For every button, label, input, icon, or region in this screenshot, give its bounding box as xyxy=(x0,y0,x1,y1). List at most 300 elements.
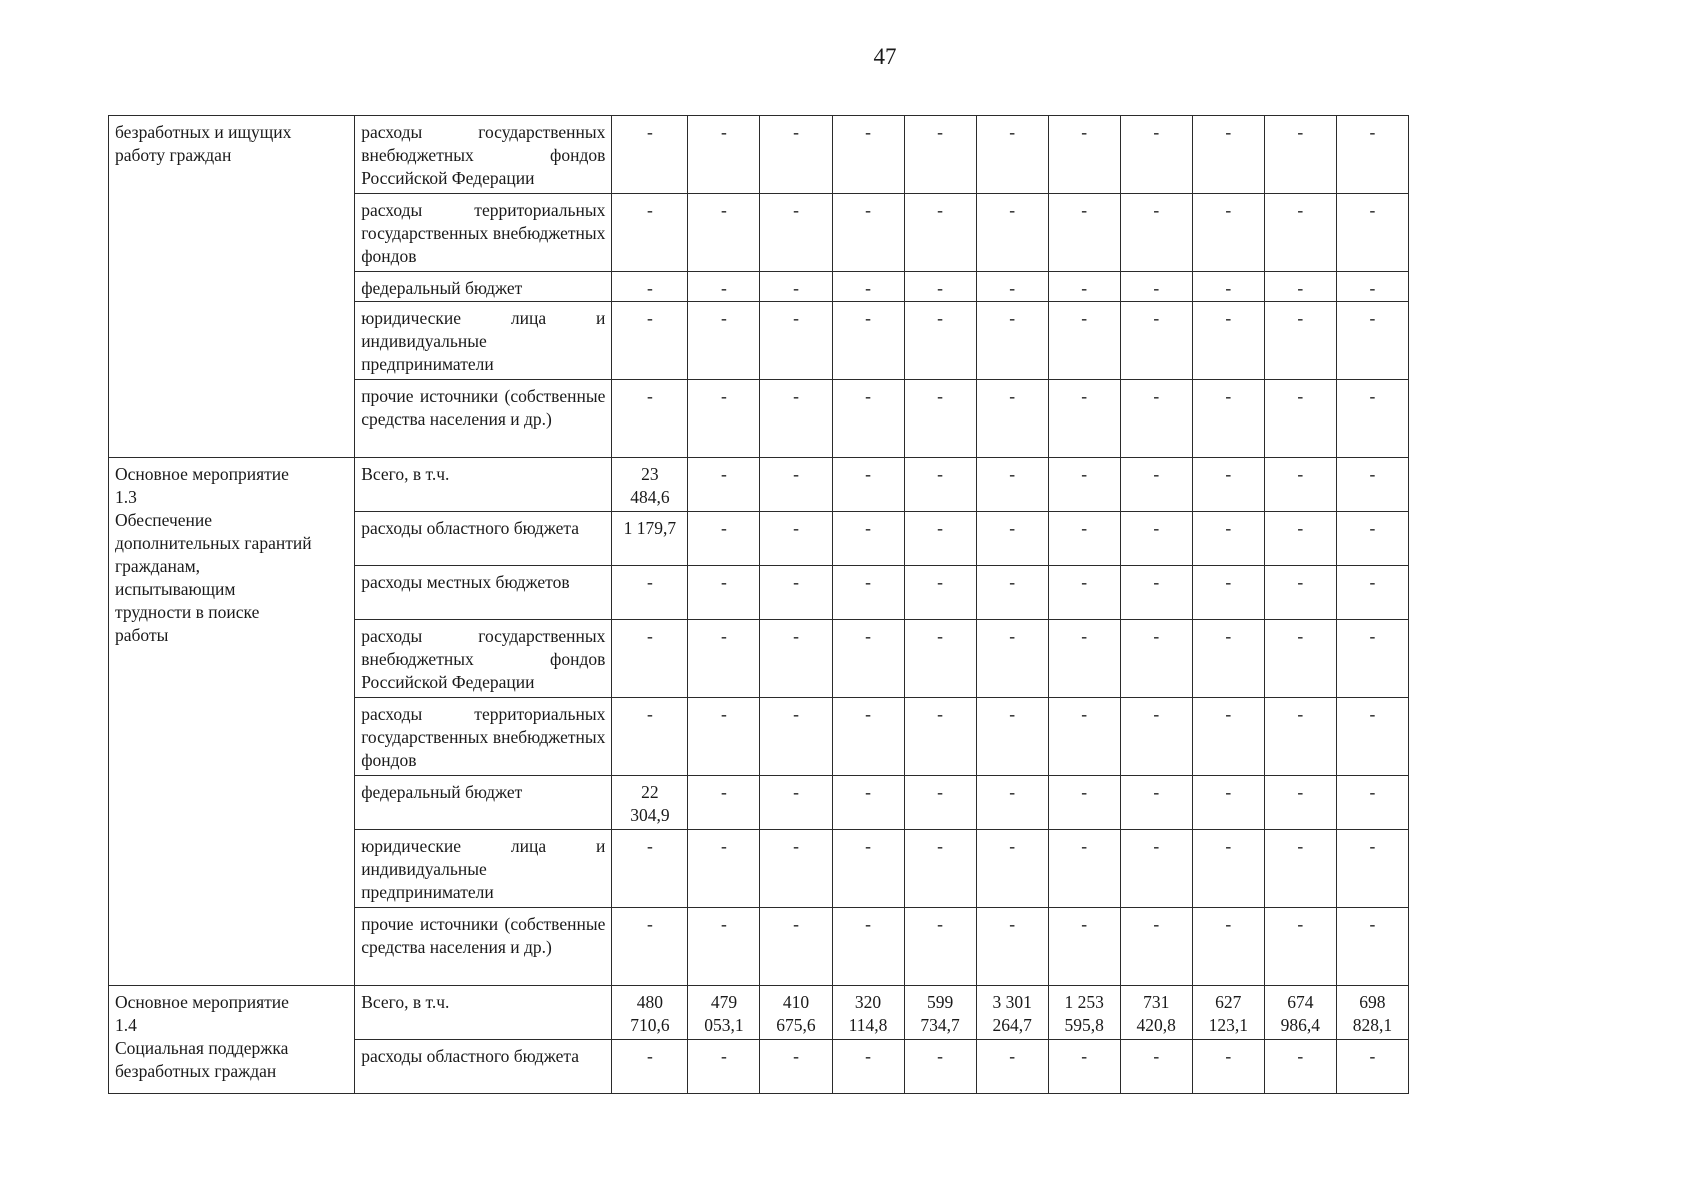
value-text: 627 xyxy=(1215,992,1242,1012)
value-cell xyxy=(1264,380,1336,458)
value-text: - xyxy=(1081,836,1088,856)
value-text: - xyxy=(646,914,653,934)
value-text: - xyxy=(1369,518,1376,538)
value-text: - xyxy=(721,572,727,592)
value-text: - xyxy=(937,278,943,298)
funding-source-cell: прочие источники (собственные средства населения и др.) xyxy=(355,908,612,986)
value-text: - xyxy=(793,464,799,484)
value-cell xyxy=(1048,302,1120,380)
value-cell xyxy=(1192,986,1264,1040)
value-text: - xyxy=(1225,1046,1232,1066)
value-cell xyxy=(760,620,832,698)
value-cell xyxy=(1048,698,1120,776)
value-text: - xyxy=(793,914,799,934)
value-text: - xyxy=(1153,278,1160,298)
value-cell xyxy=(760,194,832,272)
funding-source-cell: федеральный бюджет xyxy=(355,776,612,830)
funding-source-cell: прочие источники (собственные средства населения и др.) xyxy=(355,380,612,458)
value-cell xyxy=(612,908,688,986)
value-text: - xyxy=(1369,200,1376,220)
activity-cell xyxy=(109,116,355,458)
value-text: - xyxy=(793,308,799,328)
value-cell xyxy=(904,908,976,986)
value-text: - xyxy=(721,518,727,538)
value-cell xyxy=(1120,908,1192,986)
value-text: - xyxy=(937,704,943,724)
value-text: - xyxy=(1297,518,1304,538)
activity-cell xyxy=(109,986,355,1094)
value-cell xyxy=(1336,512,1408,566)
value-cell xyxy=(904,776,976,830)
value-text: - xyxy=(1225,572,1232,592)
value-text: - xyxy=(1009,464,1016,484)
value-text: 304,9 xyxy=(630,805,670,825)
value-text: - xyxy=(1081,704,1088,724)
value-text: - xyxy=(1225,278,1232,298)
funding-source-cell: расходы территориальных государственных внебюджетных фондов xyxy=(355,194,612,272)
value-text: - xyxy=(646,704,653,724)
value-text: - xyxy=(1297,836,1304,856)
value-cell xyxy=(976,776,1048,830)
value-cell xyxy=(688,908,760,986)
value-cell xyxy=(1264,1040,1336,1094)
activity-line: 1.4 xyxy=(115,1015,137,1035)
value-cell xyxy=(976,458,1048,512)
value-text: - xyxy=(721,464,727,484)
value-text: - xyxy=(937,782,943,802)
value-text: - xyxy=(721,122,727,142)
value-cell xyxy=(832,620,904,698)
value-cell xyxy=(760,566,832,620)
value-text: - xyxy=(721,782,727,802)
value-cell xyxy=(688,380,760,458)
value-cell xyxy=(832,194,904,272)
value-text: - xyxy=(1297,200,1304,220)
value-cell xyxy=(1264,698,1336,776)
value-text: - xyxy=(1369,308,1376,328)
value-text: 698 xyxy=(1359,992,1386,1012)
value-cell xyxy=(688,272,760,302)
value-text: 1 179,7 xyxy=(623,518,677,538)
value-text: - xyxy=(1009,626,1016,646)
value-text: - xyxy=(1081,278,1088,298)
value-text: 410 xyxy=(782,992,810,1012)
value-cell xyxy=(1336,1040,1408,1094)
activity-line: 1.3 xyxy=(115,487,137,507)
value-cell xyxy=(976,116,1048,194)
value-cell xyxy=(832,986,904,1040)
table-body xyxy=(109,116,1409,1094)
value-text: - xyxy=(1225,200,1232,220)
value-cell xyxy=(1120,512,1192,566)
value-cell xyxy=(976,698,1048,776)
value-cell xyxy=(904,566,976,620)
value-text: - xyxy=(1225,704,1232,724)
value-text: 986,4 xyxy=(1280,1015,1320,1035)
value-cell xyxy=(832,512,904,566)
value-text: - xyxy=(1369,278,1376,298)
value-text: - xyxy=(646,308,653,328)
value-text: - xyxy=(1153,200,1160,220)
value-cell xyxy=(1048,620,1120,698)
value-text: - xyxy=(646,626,653,646)
value-text: - xyxy=(1225,122,1232,142)
value-text: 479 xyxy=(710,992,738,1012)
funding-source-cell: юридические лица и индивидуальные предприниматели xyxy=(355,830,612,908)
value-cell xyxy=(1048,1040,1120,1094)
table-row xyxy=(109,458,1409,512)
value-text: - xyxy=(1081,200,1088,220)
value-text: - xyxy=(1297,278,1304,298)
value-cell xyxy=(832,380,904,458)
value-text: - xyxy=(1009,308,1016,328)
value-text: - xyxy=(937,914,943,934)
value-cell xyxy=(1048,458,1120,512)
activity-line: дополнительных гарантий xyxy=(115,533,312,553)
value-cell xyxy=(1192,566,1264,620)
value-cell xyxy=(1192,830,1264,908)
value-cell xyxy=(976,620,1048,698)
value-cell xyxy=(1264,908,1336,986)
value-cell xyxy=(832,830,904,908)
value-cell xyxy=(1336,566,1408,620)
value-cell xyxy=(1048,380,1120,458)
value-text: - xyxy=(865,782,871,802)
value-text: - xyxy=(1009,704,1016,724)
value-text: - xyxy=(865,704,871,724)
value-text: - xyxy=(1153,1046,1160,1066)
value-text: - xyxy=(865,914,871,934)
funding-source-cell: юридические лица и индивидуальные предприниматели xyxy=(355,302,612,380)
value-text: - xyxy=(793,200,799,220)
value-text: - xyxy=(1297,626,1304,646)
value-text: - xyxy=(1297,1046,1304,1066)
value-text: - xyxy=(721,200,727,220)
funding-source-cell: расходы территориальных государственных внебюджетных фондов xyxy=(355,698,612,776)
value-text: - xyxy=(646,122,653,142)
value-cell xyxy=(976,986,1048,1040)
value-text: - xyxy=(865,518,871,538)
value-cell xyxy=(1336,986,1408,1040)
value-text: - xyxy=(1081,572,1088,592)
value-text: - xyxy=(793,122,799,142)
value-text: - xyxy=(937,122,943,142)
value-text: - xyxy=(1297,308,1304,328)
value-cell xyxy=(1192,272,1264,302)
value-cell xyxy=(1264,620,1336,698)
value-cell xyxy=(1336,620,1408,698)
value-cell xyxy=(1264,986,1336,1040)
value-cell xyxy=(688,302,760,380)
value-cell xyxy=(1048,908,1120,986)
value-cell xyxy=(1192,116,1264,194)
value-cell xyxy=(760,776,832,830)
value-cell xyxy=(1120,272,1192,302)
value-text: 734,7 xyxy=(920,1015,960,1035)
value-text: - xyxy=(1009,914,1016,934)
value-text: - xyxy=(1153,308,1160,328)
value-text: - xyxy=(865,626,871,646)
value-text: 595,8 xyxy=(1064,1015,1104,1035)
value-cell xyxy=(904,830,976,908)
value-text: - xyxy=(646,836,653,856)
value-text: 264,7 xyxy=(992,1015,1032,1035)
value-cell xyxy=(1264,566,1336,620)
value-text: - xyxy=(1081,464,1088,484)
value-cell xyxy=(688,776,760,830)
value-cell xyxy=(904,1040,976,1094)
value-cell xyxy=(688,1040,760,1094)
value-text: - xyxy=(793,518,799,538)
activity-line: безработных граждан xyxy=(115,1061,277,1081)
value-text: - xyxy=(937,1046,943,1066)
value-text: - xyxy=(1081,122,1088,142)
value-text: - xyxy=(1153,836,1160,856)
value-cell xyxy=(1120,458,1192,512)
value-text: - xyxy=(1009,836,1016,856)
value-cell xyxy=(904,380,976,458)
value-text: - xyxy=(1081,308,1088,328)
value-cell xyxy=(688,698,760,776)
activity-cell xyxy=(109,458,355,986)
value-cell xyxy=(1048,512,1120,566)
value-cell xyxy=(1192,698,1264,776)
value-cell xyxy=(832,566,904,620)
value-text: 22 xyxy=(641,782,659,802)
value-cell xyxy=(612,698,688,776)
value-text: 23 xyxy=(641,464,659,484)
value-text: - xyxy=(937,518,943,538)
value-cell xyxy=(760,986,832,1040)
value-text: - xyxy=(865,200,871,220)
table-row xyxy=(109,116,1409,194)
value-text: - xyxy=(721,836,727,856)
value-text: - xyxy=(646,278,653,298)
activity-line: Основное мероприятие xyxy=(115,992,289,1012)
value-cell xyxy=(1120,116,1192,194)
value-text: 480 xyxy=(636,992,664,1012)
value-cell xyxy=(688,512,760,566)
value-cell xyxy=(1336,776,1408,830)
value-text: - xyxy=(1081,386,1088,406)
funding-source-cell: расходы областного бюджета xyxy=(355,1040,612,1094)
activity-line: гражданам, xyxy=(115,556,201,576)
value-cell xyxy=(832,776,904,830)
value-cell xyxy=(612,272,688,302)
value-cell xyxy=(832,908,904,986)
value-text: - xyxy=(1009,782,1016,802)
value-cell xyxy=(1336,698,1408,776)
value-cell xyxy=(760,380,832,458)
activity-line: безработных и ищущих xyxy=(115,122,292,142)
value-cell xyxy=(832,698,904,776)
value-cell xyxy=(1120,566,1192,620)
funding-source-cell: расходы государственных внебюджетных фондов Российской Федерации xyxy=(355,116,612,194)
value-text: - xyxy=(1153,572,1160,592)
value-cell xyxy=(760,458,832,512)
value-text: - xyxy=(1225,782,1232,802)
value-text: - xyxy=(1297,572,1304,592)
value-text: - xyxy=(865,836,871,856)
value-cell xyxy=(612,986,688,1040)
funding-source-cell: федеральный бюджет xyxy=(355,272,612,302)
value-cell xyxy=(1264,458,1336,512)
value-cell xyxy=(1048,986,1120,1040)
value-text: 674 xyxy=(1287,992,1314,1012)
value-cell xyxy=(612,458,688,512)
value-cell xyxy=(832,272,904,302)
value-text: - xyxy=(1225,836,1232,856)
value-cell xyxy=(1264,302,1336,380)
value-text: - xyxy=(865,572,871,592)
value-text: - xyxy=(1225,626,1232,646)
value-text: - xyxy=(1081,1046,1088,1066)
value-cell xyxy=(1048,776,1120,830)
value-text: - xyxy=(937,200,943,220)
value-cell xyxy=(904,620,976,698)
value-text: 420,8 xyxy=(1136,1015,1176,1035)
value-text: - xyxy=(1153,464,1160,484)
value-text: - xyxy=(937,386,943,406)
value-cell xyxy=(760,116,832,194)
value-cell xyxy=(904,272,976,302)
value-text: - xyxy=(646,572,653,592)
funding-source-cell: расходы государственных внебюджетных фондов Российской Федерации xyxy=(355,620,612,698)
value-text: - xyxy=(793,704,799,724)
value-text: - xyxy=(1153,626,1160,646)
value-cell xyxy=(760,1040,832,1094)
value-text: - xyxy=(1297,386,1304,406)
value-text: - xyxy=(1009,122,1016,142)
value-text: - xyxy=(1225,464,1232,484)
value-cell xyxy=(976,908,1048,986)
table-row xyxy=(109,986,1409,1040)
value-text: - xyxy=(1153,782,1160,802)
value-text: - xyxy=(937,626,943,646)
activity-line: трудности в поиске xyxy=(115,602,260,622)
value-cell xyxy=(760,512,832,566)
value-text: - xyxy=(721,1046,727,1066)
value-cell xyxy=(1192,908,1264,986)
activity-line: Основное мероприятие xyxy=(115,464,289,484)
value-cell xyxy=(976,1040,1048,1094)
value-cell xyxy=(760,908,832,986)
value-text: 828,1 xyxy=(1352,1015,1393,1035)
value-cell xyxy=(976,194,1048,272)
value-cell xyxy=(1120,620,1192,698)
value-text: - xyxy=(1369,626,1376,646)
value-cell xyxy=(1264,830,1336,908)
value-text: - xyxy=(1225,308,1232,328)
value-cell xyxy=(1192,458,1264,512)
value-cell xyxy=(612,116,688,194)
value-text: - xyxy=(721,626,727,646)
value-text: 484,6 xyxy=(630,487,670,507)
value-cell xyxy=(976,566,1048,620)
value-cell xyxy=(904,698,976,776)
value-text: - xyxy=(1081,782,1088,802)
value-text: 3 301 xyxy=(992,992,1032,1012)
value-text: - xyxy=(865,122,871,142)
value-cell xyxy=(904,116,976,194)
funding-source-cell: Всего, в т.ч. xyxy=(355,986,612,1040)
value-cell xyxy=(976,512,1048,566)
value-cell xyxy=(1336,908,1408,986)
funding-source-cell: расходы областного бюджета xyxy=(355,512,612,566)
value-cell xyxy=(688,830,760,908)
value-text: 1 253 xyxy=(1064,992,1104,1012)
value-cell xyxy=(1120,830,1192,908)
value-cell xyxy=(1120,194,1192,272)
value-text: - xyxy=(1153,704,1160,724)
value-text: - xyxy=(1297,782,1304,802)
value-cell xyxy=(1192,620,1264,698)
value-text: - xyxy=(646,200,653,220)
value-cell xyxy=(1192,194,1264,272)
value-cell xyxy=(1336,302,1408,380)
value-cell xyxy=(976,302,1048,380)
value-cell xyxy=(832,458,904,512)
value-text: - xyxy=(1369,1046,1376,1066)
value-text: - xyxy=(646,386,653,406)
value-text: 114,8 xyxy=(848,1015,888,1035)
value-cell xyxy=(1192,512,1264,566)
value-cell xyxy=(976,380,1048,458)
value-text: - xyxy=(721,278,727,298)
value-text: - xyxy=(865,278,871,298)
value-text: - xyxy=(1369,704,1376,724)
value-cell xyxy=(612,620,688,698)
value-text: - xyxy=(793,1046,799,1066)
value-text: - xyxy=(1153,914,1160,934)
value-cell xyxy=(904,194,976,272)
value-cell xyxy=(832,302,904,380)
value-text: - xyxy=(1225,386,1232,406)
value-cell xyxy=(1264,194,1336,272)
value-cell xyxy=(688,566,760,620)
value-text: - xyxy=(1297,704,1304,724)
value-text: - xyxy=(1369,572,1376,592)
value-cell xyxy=(612,776,688,830)
value-text: - xyxy=(937,464,943,484)
value-cell xyxy=(612,830,688,908)
value-cell xyxy=(904,302,976,380)
value-text: - xyxy=(1153,122,1160,142)
value-text: - xyxy=(793,626,799,646)
value-cell xyxy=(1336,380,1408,458)
value-text: - xyxy=(1369,914,1376,934)
value-cell xyxy=(1048,566,1120,620)
value-cell xyxy=(1264,272,1336,302)
value-text: - xyxy=(1297,914,1304,934)
value-text: - xyxy=(1369,464,1376,484)
value-text: - xyxy=(1009,518,1016,538)
value-text: 320 xyxy=(854,992,882,1012)
value-cell xyxy=(612,1040,688,1094)
value-text: - xyxy=(1009,572,1016,592)
value-cell xyxy=(1120,776,1192,830)
value-cell xyxy=(1192,1040,1264,1094)
funding-source-cell: расходы местных бюджетов xyxy=(355,566,612,620)
value-cell xyxy=(1264,776,1336,830)
value-text: 123,1 xyxy=(1208,1015,1248,1035)
value-cell xyxy=(688,458,760,512)
value-text: - xyxy=(1369,122,1376,142)
value-cell xyxy=(1192,776,1264,830)
value-cell xyxy=(904,512,976,566)
value-cell xyxy=(1336,458,1408,512)
value-text: - xyxy=(793,278,799,298)
